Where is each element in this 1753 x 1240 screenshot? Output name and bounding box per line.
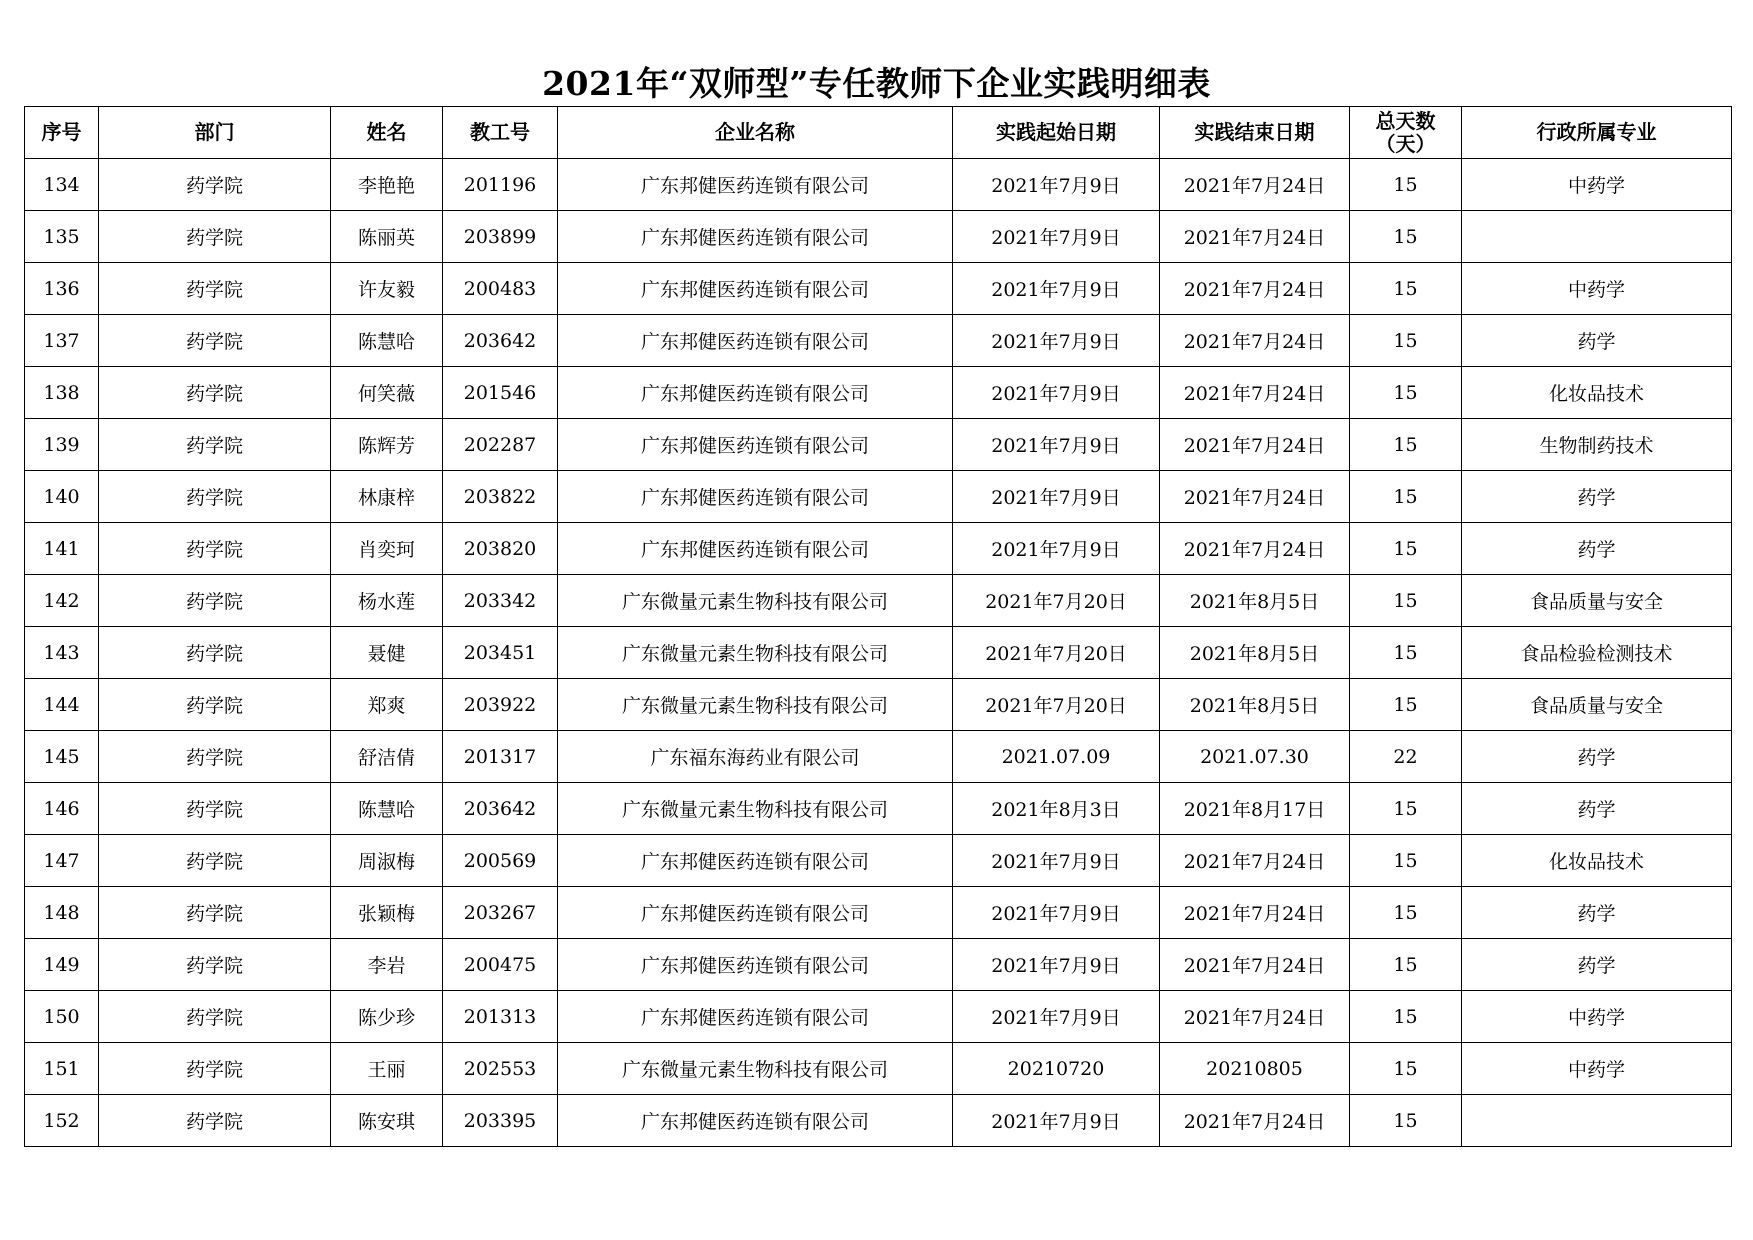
cell-staff-id: 201196	[443, 159, 558, 211]
cell-dept: 药学院	[99, 939, 331, 991]
cell-staff-id: 203822	[443, 471, 558, 523]
cell-dept: 药学院	[99, 159, 331, 211]
cell-staff-id: 203395	[443, 1095, 558, 1147]
cell-total-days: 15	[1350, 367, 1462, 419]
cell-staff-id: 203642	[443, 315, 558, 367]
cell-end-date: 2021年8月5日	[1160, 627, 1350, 679]
cell-staff-id: 203922	[443, 679, 558, 731]
cell-major: 中药学	[1462, 1043, 1732, 1095]
cell-end-date: 2021.07.30	[1160, 731, 1350, 783]
cell-start-date: 2021年7月9日	[953, 939, 1160, 991]
cell-dept: 药学院	[99, 887, 331, 939]
header-name: 姓名	[331, 107, 443, 159]
cell-end-date: 2021年8月5日	[1160, 679, 1350, 731]
cell-staff-id: 203267	[443, 887, 558, 939]
table-row	[25, 315, 1732, 367]
cell-total-days: 15	[1350, 471, 1462, 523]
header-staff-id: 教工号	[443, 107, 558, 159]
table-row	[25, 939, 1732, 991]
cell-seq: 135	[25, 211, 99, 263]
cell-start-date: 2021年7月9日	[953, 471, 1160, 523]
cell-staff-id: 200569	[443, 835, 558, 887]
cell-end-date: 2021年8月5日	[1160, 575, 1350, 627]
cell-company: 广东邦健医药连锁有限公司	[558, 991, 953, 1043]
cell-dept: 药学院	[99, 1043, 331, 1095]
cell-name: 张颖梅	[331, 887, 443, 939]
cell-total-days: 15	[1350, 939, 1462, 991]
table-row	[25, 1095, 1732, 1147]
cell-end-date: 2021年7月24日	[1160, 471, 1350, 523]
table-row	[25, 679, 1732, 731]
cell-major	[1462, 1095, 1732, 1147]
cell-total-days: 15	[1350, 159, 1462, 211]
cell-company: 广东邦健医药连锁有限公司	[558, 939, 953, 991]
cell-major: 药学	[1462, 731, 1732, 783]
cell-seq: 141	[25, 523, 99, 575]
cell-staff-id: 201546	[443, 367, 558, 419]
cell-major: 药学	[1462, 471, 1732, 523]
cell-company: 广东微量元素生物科技有限公司	[558, 575, 953, 627]
cell-start-date: 20210720	[953, 1043, 1160, 1095]
cell-end-date: 2021年7月24日	[1160, 367, 1350, 419]
cell-dept: 药学院	[99, 679, 331, 731]
cell-company: 广东邦健医药连锁有限公司	[558, 1095, 953, 1147]
table-row	[25, 783, 1732, 835]
cell-major: 中药学	[1462, 159, 1732, 211]
table-body	[25, 159, 1732, 1147]
cell-start-date: 2021.07.09	[953, 731, 1160, 783]
cell-company: 广东邦健医药连锁有限公司	[558, 835, 953, 887]
cell-total-days: 15	[1350, 835, 1462, 887]
cell-seq: 145	[25, 731, 99, 783]
header-dept: 部门	[99, 107, 331, 159]
cell-dept: 药学院	[99, 1095, 331, 1147]
table-row	[25, 835, 1732, 887]
header-total-days	[1350, 107, 1462, 159]
cell-total-days: 15	[1350, 991, 1462, 1043]
cell-name: 陈辉芳	[331, 419, 443, 471]
cell-dept: 药学院	[99, 367, 331, 419]
cell-start-date: 2021年7月9日	[953, 887, 1160, 939]
cell-start-date: 2021年7月9日	[953, 367, 1160, 419]
cell-seq: 137	[25, 315, 99, 367]
cell-total-days: 22	[1350, 731, 1462, 783]
table-row	[25, 419, 1732, 471]
table-row	[25, 731, 1732, 783]
cell-end-date: 2021年7月24日	[1160, 939, 1350, 991]
table-row	[25, 991, 1732, 1043]
cell-start-date: 2021年7月9日	[953, 835, 1160, 887]
cell-name: 陈慧哈	[331, 315, 443, 367]
cell-dept: 药学院	[99, 835, 331, 887]
cell-total-days: 15	[1350, 263, 1462, 315]
table-row	[25, 367, 1732, 419]
cell-name: 许友毅	[331, 263, 443, 315]
cell-name: 聂健	[331, 627, 443, 679]
cell-total-days: 15	[1350, 211, 1462, 263]
cell-end-date: 2021年7月24日	[1160, 211, 1350, 263]
cell-staff-id: 202553	[443, 1043, 558, 1095]
cell-name: 舒洁倩	[331, 731, 443, 783]
cell-major: 药学	[1462, 887, 1732, 939]
cell-company: 广东邦健医药连锁有限公司	[558, 315, 953, 367]
cell-total-days: 15	[1350, 627, 1462, 679]
cell-total-days: 15	[1350, 523, 1462, 575]
cell-start-date: 2021年7月20日	[953, 575, 1160, 627]
cell-seq: 149	[25, 939, 99, 991]
header-start-date: 实践起始日期	[953, 107, 1160, 159]
cell-start-date: 2021年7月9日	[953, 211, 1160, 263]
cell-major: 药学	[1462, 939, 1732, 991]
table-row	[25, 1043, 1732, 1095]
cell-start-date: 2021年7月9日	[953, 991, 1160, 1043]
cell-staff-id: 201313	[443, 991, 558, 1043]
cell-total-days: 15	[1350, 1043, 1462, 1095]
cell-dept: 药学院	[99, 991, 331, 1043]
cell-name: 肖奕珂	[331, 523, 443, 575]
table-row	[25, 575, 1732, 627]
cell-start-date: 2021年7月9日	[953, 523, 1160, 575]
cell-seq: 152	[25, 1095, 99, 1147]
cell-major: 中药学	[1462, 263, 1732, 315]
cell-name: 李岩	[331, 939, 443, 991]
cell-seq: 143	[25, 627, 99, 679]
cell-seq: 151	[25, 1043, 99, 1095]
cell-company: 广东微量元素生物科技有限公司	[558, 627, 953, 679]
cell-major: 药学	[1462, 315, 1732, 367]
cell-dept: 药学院	[99, 731, 331, 783]
cell-staff-id: 202287	[443, 419, 558, 471]
cell-major: 化妆品技术	[1462, 367, 1732, 419]
cell-major: 食品质量与安全	[1462, 679, 1732, 731]
cell-company: 广东邦健医药连锁有限公司	[558, 211, 953, 263]
cell-name: 林康梓	[331, 471, 443, 523]
cell-total-days: 15	[1350, 315, 1462, 367]
header-seq: 序号	[25, 107, 99, 159]
cell-dept: 药学院	[99, 315, 331, 367]
cell-seq: 144	[25, 679, 99, 731]
cell-name: 李艳艳	[331, 159, 443, 211]
table-row	[25, 471, 1732, 523]
cell-major: 食品质量与安全	[1462, 575, 1732, 627]
cell-start-date: 2021年7月20日	[953, 679, 1160, 731]
cell-end-date: 2021年7月24日	[1160, 835, 1350, 887]
cell-name: 陈慧哈	[331, 783, 443, 835]
cell-end-date: 2021年7月24日	[1160, 1095, 1350, 1147]
header-company: 企业名称	[558, 107, 953, 159]
cell-company: 广东邦健医药连锁有限公司	[558, 419, 953, 471]
cell-dept: 药学院	[99, 211, 331, 263]
cell-seq: 142	[25, 575, 99, 627]
cell-seq: 140	[25, 471, 99, 523]
cell-dept: 药学院	[99, 419, 331, 471]
cell-end-date: 2021年7月24日	[1160, 419, 1350, 471]
cell-major: 中药学	[1462, 991, 1732, 1043]
cell-dept: 药学院	[99, 263, 331, 315]
cell-seq: 150	[25, 991, 99, 1043]
cell-total-days: 15	[1350, 679, 1462, 731]
table-row	[25, 263, 1732, 315]
cell-end-date: 2021年8月17日	[1160, 783, 1350, 835]
cell-start-date: 2021年7月9日	[953, 159, 1160, 211]
cell-seq: 134	[25, 159, 99, 211]
cell-seq: 146	[25, 783, 99, 835]
cell-name: 陈安琪	[331, 1095, 443, 1147]
header-total-days-line1: 总天数	[1375, 108, 1436, 133]
cell-major: 药学	[1462, 783, 1732, 835]
cell-staff-id: 203342	[443, 575, 558, 627]
cell-company: 广东邦健医药连锁有限公司	[558, 367, 953, 419]
cell-major	[1462, 211, 1732, 263]
cell-company: 广东邦健医药连锁有限公司	[558, 471, 953, 523]
cell-dept: 药学院	[99, 471, 331, 523]
cell-name: 陈少珍	[331, 991, 443, 1043]
cell-dept: 药学院	[99, 783, 331, 835]
cell-start-date: 2021年7月9日	[953, 419, 1160, 471]
cell-seq: 139	[25, 419, 99, 471]
cell-major: 生物制药技术	[1462, 419, 1732, 471]
cell-staff-id: 200475	[443, 939, 558, 991]
cell-staff-id: 201317	[443, 731, 558, 783]
cell-end-date: 2021年7月24日	[1160, 263, 1350, 315]
header-total-days-line2: （天）	[1375, 131, 1436, 156]
table-row	[25, 523, 1732, 575]
cell-total-days: 15	[1350, 419, 1462, 471]
cell-company: 广东微量元素生物科技有限公司	[558, 679, 953, 731]
table-header-row	[25, 107, 1732, 159]
table-row	[25, 627, 1732, 679]
cell-company: 广东邦健医药连锁有限公司	[558, 523, 953, 575]
cell-name: 周淑梅	[331, 835, 443, 887]
cell-start-date: 2021年7月20日	[953, 627, 1160, 679]
cell-staff-id: 203642	[443, 783, 558, 835]
cell-staff-id: 203899	[443, 211, 558, 263]
cell-end-date: 2021年7月24日	[1160, 315, 1350, 367]
header-end-date: 实践结束日期	[1160, 107, 1350, 159]
table-row	[25, 159, 1732, 211]
cell-dept: 药学院	[99, 627, 331, 679]
cell-major: 化妆品技术	[1462, 835, 1732, 887]
header-major: 行政所属专业	[1462, 107, 1732, 159]
cell-end-date: 20210805	[1160, 1043, 1350, 1095]
cell-company: 广东邦健医药连锁有限公司	[558, 159, 953, 211]
cell-major: 药学	[1462, 523, 1732, 575]
cell-end-date: 2021年7月24日	[1160, 159, 1350, 211]
cell-dept: 药学院	[99, 575, 331, 627]
cell-name: 杨水莲	[331, 575, 443, 627]
cell-end-date: 2021年7月24日	[1160, 887, 1350, 939]
cell-company: 广东福东海药业有限公司	[558, 731, 953, 783]
page-title: 2021年“双师型”专任教师下企业实践明细表	[542, 64, 1211, 103]
cell-end-date: 2021年7月24日	[1160, 991, 1350, 1043]
cell-staff-id: 203820	[443, 523, 558, 575]
cell-start-date: 2021年7月9日	[953, 315, 1160, 367]
cell-total-days: 15	[1350, 1095, 1462, 1147]
cell-seq: 147	[25, 835, 99, 887]
cell-name: 郑爽	[331, 679, 443, 731]
cell-company: 广东微量元素生物科技有限公司	[558, 1043, 953, 1095]
cell-major: 食品检验检测技术	[1462, 627, 1732, 679]
cell-staff-id: 203451	[443, 627, 558, 679]
table-row	[25, 887, 1732, 939]
cell-name: 何笑薇	[331, 367, 443, 419]
cell-seq: 136	[25, 263, 99, 315]
cell-staff-id: 200483	[443, 263, 558, 315]
cell-total-days: 15	[1350, 783, 1462, 835]
cell-seq: 148	[25, 887, 99, 939]
cell-seq: 138	[25, 367, 99, 419]
cell-dept: 药学院	[99, 523, 331, 575]
cell-name: 王丽	[331, 1043, 443, 1095]
practice-table	[24, 106, 1732, 1147]
cell-company: 广东邦健医药连锁有限公司	[558, 887, 953, 939]
cell-total-days: 15	[1350, 887, 1462, 939]
cell-start-date: 2021年7月9日	[953, 263, 1160, 315]
cell-start-date: 2021年8月3日	[953, 783, 1160, 835]
cell-name: 陈丽英	[331, 211, 443, 263]
cell-start-date: 2021年7月9日	[953, 1095, 1160, 1147]
cell-total-days: 15	[1350, 575, 1462, 627]
cell-company: 广东邦健医药连锁有限公司	[558, 263, 953, 315]
table-row	[25, 211, 1732, 263]
cell-end-date: 2021年7月24日	[1160, 523, 1350, 575]
cell-company: 广东微量元素生物科技有限公司	[558, 783, 953, 835]
